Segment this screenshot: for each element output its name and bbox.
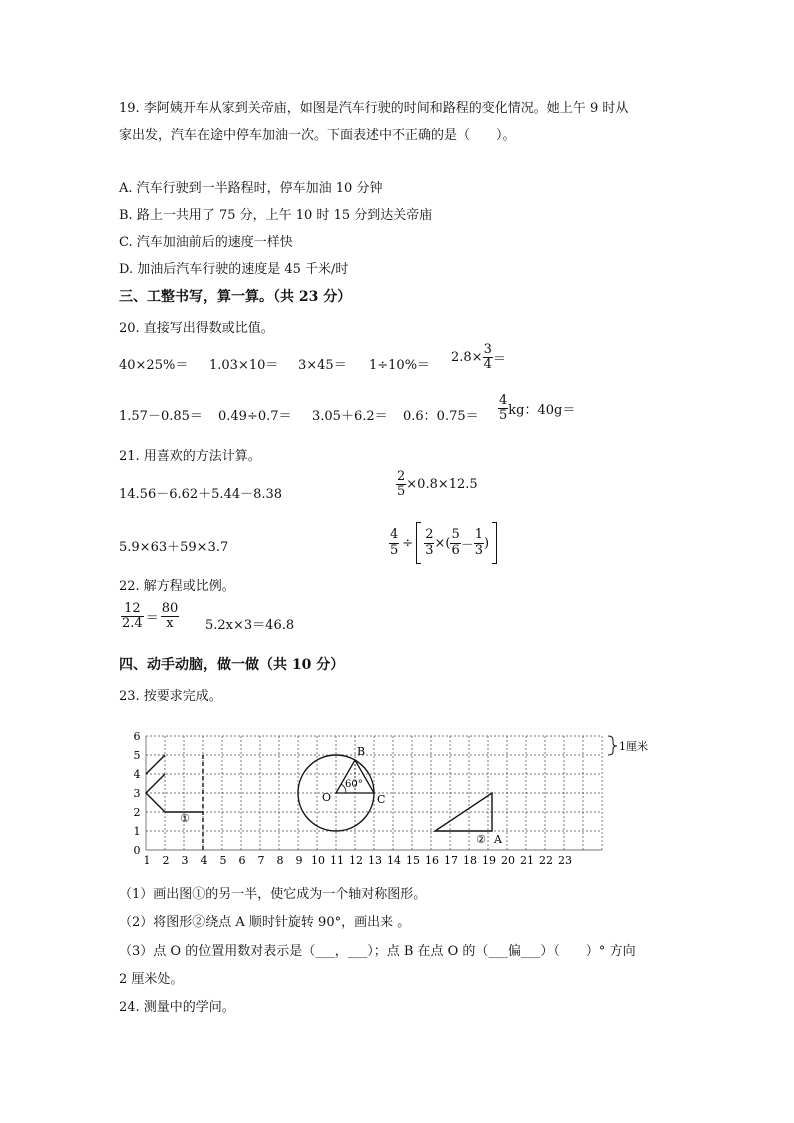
- shape-1-outline-upper: [146, 755, 165, 774]
- q20-row2-e: [498, 394, 575, 424]
- q21-expr-4-frac-b: [424, 528, 434, 558]
- fraction-denominator: 5: [397, 484, 406, 500]
- x-tick-label: 2: [162, 854, 170, 867]
- q20-row2-a: 1.57－0.85＝: [119, 409, 203, 424]
- y-tick-label: 0: [133, 844, 141, 857]
- fraction-numerator: 1: [474, 527, 484, 543]
- q21-expr-4: [389, 522, 497, 564]
- x-tick-label: 21: [520, 854, 534, 867]
- q20-row2-e-suffix: kg：40g＝: [508, 403, 576, 419]
- fraction-numerator: 3: [483, 342, 492, 357]
- fraction-numerator: 2: [397, 469, 406, 484]
- y-tick-label: 6: [133, 730, 141, 743]
- q20-row1-e-prefix: 2.8×: [451, 350, 483, 366]
- q19-option-c: C. 汽车加油前后的速度一样快: [119, 235, 293, 250]
- q20-row1-b: 1.03×10＝: [209, 358, 279, 373]
- angle-label: 60°: [345, 779, 363, 790]
- q23-grid-figure: [110, 723, 690, 868]
- q22-frac-left: [121, 602, 144, 632]
- q20-row1-e-fraction: [483, 343, 493, 373]
- q21-expr-2-rest: ×0.8×12.5: [406, 477, 478, 493]
- x-tick-label: 6: [238, 854, 246, 867]
- x-tick-label: 19: [482, 854, 496, 867]
- q20-row1-c: 3×45＝: [298, 358, 347, 373]
- q21-expr-4-frac-d: [474, 528, 484, 558]
- fraction-denominator: 6: [451, 542, 460, 558]
- q19-option-a: A. 汽车行驶到一半路程时，停车加油 10 分钟: [119, 181, 383, 196]
- x-tick-label: 1: [143, 854, 151, 867]
- fraction-denominator: 3: [425, 542, 434, 558]
- q20-row1-e-suffix: ＝: [492, 352, 506, 368]
- q20-row1-e: [451, 343, 506, 373]
- equals-sign: ＝: [145, 611, 159, 627]
- q21-expr-4-frac-c: [450, 528, 460, 558]
- fraction-numerator: 4: [499, 393, 508, 408]
- y-tick-label: 5: [133, 749, 141, 762]
- q20-row1-d: 1÷10%＝: [369, 358, 431, 373]
- x-tick-label: 17: [444, 854, 458, 867]
- x-tick-label: 3: [181, 854, 189, 867]
- q21-expr-2-fraction: [396, 470, 406, 500]
- q23-sub-1: （1）画出图①的另一半，使它成为一个轴对称图形。: [119, 887, 427, 902]
- close-paren: ): [484, 535, 490, 551]
- y-tick-label: 1: [133, 825, 141, 838]
- point-a-label: A: [494, 833, 502, 846]
- q20-row1-a: 40×25%＝: [119, 358, 189, 373]
- q22-title: 22. 解方程或比例。: [119, 579, 235, 594]
- q23-sub-3b: 2 厘米处。: [119, 972, 184, 987]
- minus-sign: －: [460, 537, 474, 553]
- fraction-numerator: 2: [425, 527, 434, 543]
- x-tick-label: 13: [368, 854, 382, 867]
- fraction-numerator: 4: [390, 527, 399, 543]
- q24-title: 24. 测量中的学问。: [119, 1000, 235, 1015]
- q21-expr-3: 5.9×63＋59×3.7: [119, 540, 229, 555]
- section-3-heading: 三、工整书写，算一算。（共 23 分）: [119, 289, 352, 305]
- q23-title: 23. 按要求完成。: [119, 689, 222, 704]
- fraction-numerator: 5: [451, 527, 460, 543]
- q23-sub-3a: （3）点 O 的位置用数对表示是（___，___）；点 B 在点 O 的（___偏___）（ ）° 方向: [119, 944, 636, 959]
- q23-sub-2: （2）将图形②绕点 A 顺时针旋转 90°，画出来 。: [119, 915, 411, 930]
- y-tick-label: 3: [133, 787, 141, 800]
- x-tick-label: 8: [276, 854, 284, 867]
- q20-title: 20. 直接写出得数或比值。: [119, 321, 274, 336]
- point-c-label: C: [377, 793, 386, 806]
- unit-brace: [608, 736, 617, 755]
- fraction-numerator: 80: [161, 601, 179, 616]
- x-tick-label: 12: [349, 854, 363, 867]
- q19-line2: 家出发，汽车在途中停车加油一次。下面表述中不正确的是（ ）。: [119, 128, 516, 143]
- q22-equation: 5.2x×3＝46.8: [205, 618, 295, 633]
- unit-label: 1厘米: [619, 740, 648, 753]
- fraction-numerator: 12: [121, 602, 144, 617]
- shape-2-label: ②: [476, 833, 486, 846]
- divide-sign: ÷: [402, 535, 414, 551]
- q20-row2-e-fraction: [498, 394, 508, 424]
- q19-option-b: B. 路上一共用了 75 分，上午 10 时 15 分到达关帝庙: [119, 208, 433, 223]
- q21-expr-2: [396, 470, 478, 500]
- x-tick-label: 7: [257, 854, 265, 867]
- q19-option-d: D. 加油后汽车行驶的速度是 45 千米/时: [119, 262, 349, 277]
- x-tick-label: 23: [558, 854, 572, 867]
- x-tick-label: 14: [387, 854, 401, 867]
- fraction-denominator: 3: [474, 542, 484, 558]
- q21-expr-4-frac-a: [389, 528, 399, 558]
- q20-row2-b: 0.49÷0.7＝: [218, 409, 292, 424]
- fraction-denominator: x: [166, 616, 174, 632]
- left-bracket: [416, 522, 421, 564]
- times-paren: ×(: [434, 535, 451, 551]
- grid-tick-labels: [134, 730, 573, 867]
- shape-1-label: ①: [180, 812, 190, 825]
- x-tick-label: 10: [311, 854, 325, 867]
- x-tick-label: 22: [539, 854, 553, 867]
- section-4-heading: 四、动手动脑，做一做（共 10 分）: [119, 657, 345, 673]
- point-b-label: B: [357, 745, 366, 758]
- x-tick-label: 5: [219, 854, 227, 867]
- x-tick-label: 18: [463, 854, 477, 867]
- y-tick-label: 2: [133, 806, 141, 819]
- x-tick-label: 4: [200, 854, 208, 867]
- fraction-denominator: 5: [499, 408, 508, 424]
- q22-proportion: [121, 602, 179, 632]
- q21-title: 21. 用喜欢的方法计算。: [119, 449, 261, 464]
- q21-expr-1: 14.56－6.62＋5.44－8.38: [119, 487, 283, 502]
- x-tick-label: 11: [330, 854, 344, 867]
- q19-line1: 19. 李阿姨开车从家到关帝庙，如图是汽车行驶的时间和路程的变化情况。她上午 9 时从: [119, 101, 629, 116]
- grid-shapes: [146, 736, 648, 850]
- x-tick-label: 9: [295, 854, 303, 867]
- x-tick-label: 16: [425, 854, 439, 867]
- point-o-label: O: [322, 791, 332, 804]
- q20-row2-d: 0.6：0.75＝: [403, 409, 479, 424]
- q20-row2-c: 3.05＋6.2＝: [312, 409, 388, 424]
- q22-frac-right: [161, 602, 180, 632]
- right-bracket: [492, 522, 497, 564]
- fraction-denominator: 4: [483, 357, 492, 373]
- y-tick-label: 4: [133, 768, 141, 781]
- fraction-denominator: 5: [390, 542, 399, 558]
- x-tick-label: 20: [501, 854, 515, 867]
- fraction-denominator: 2.4: [122, 616, 143, 632]
- x-tick-label: 15: [406, 854, 420, 867]
